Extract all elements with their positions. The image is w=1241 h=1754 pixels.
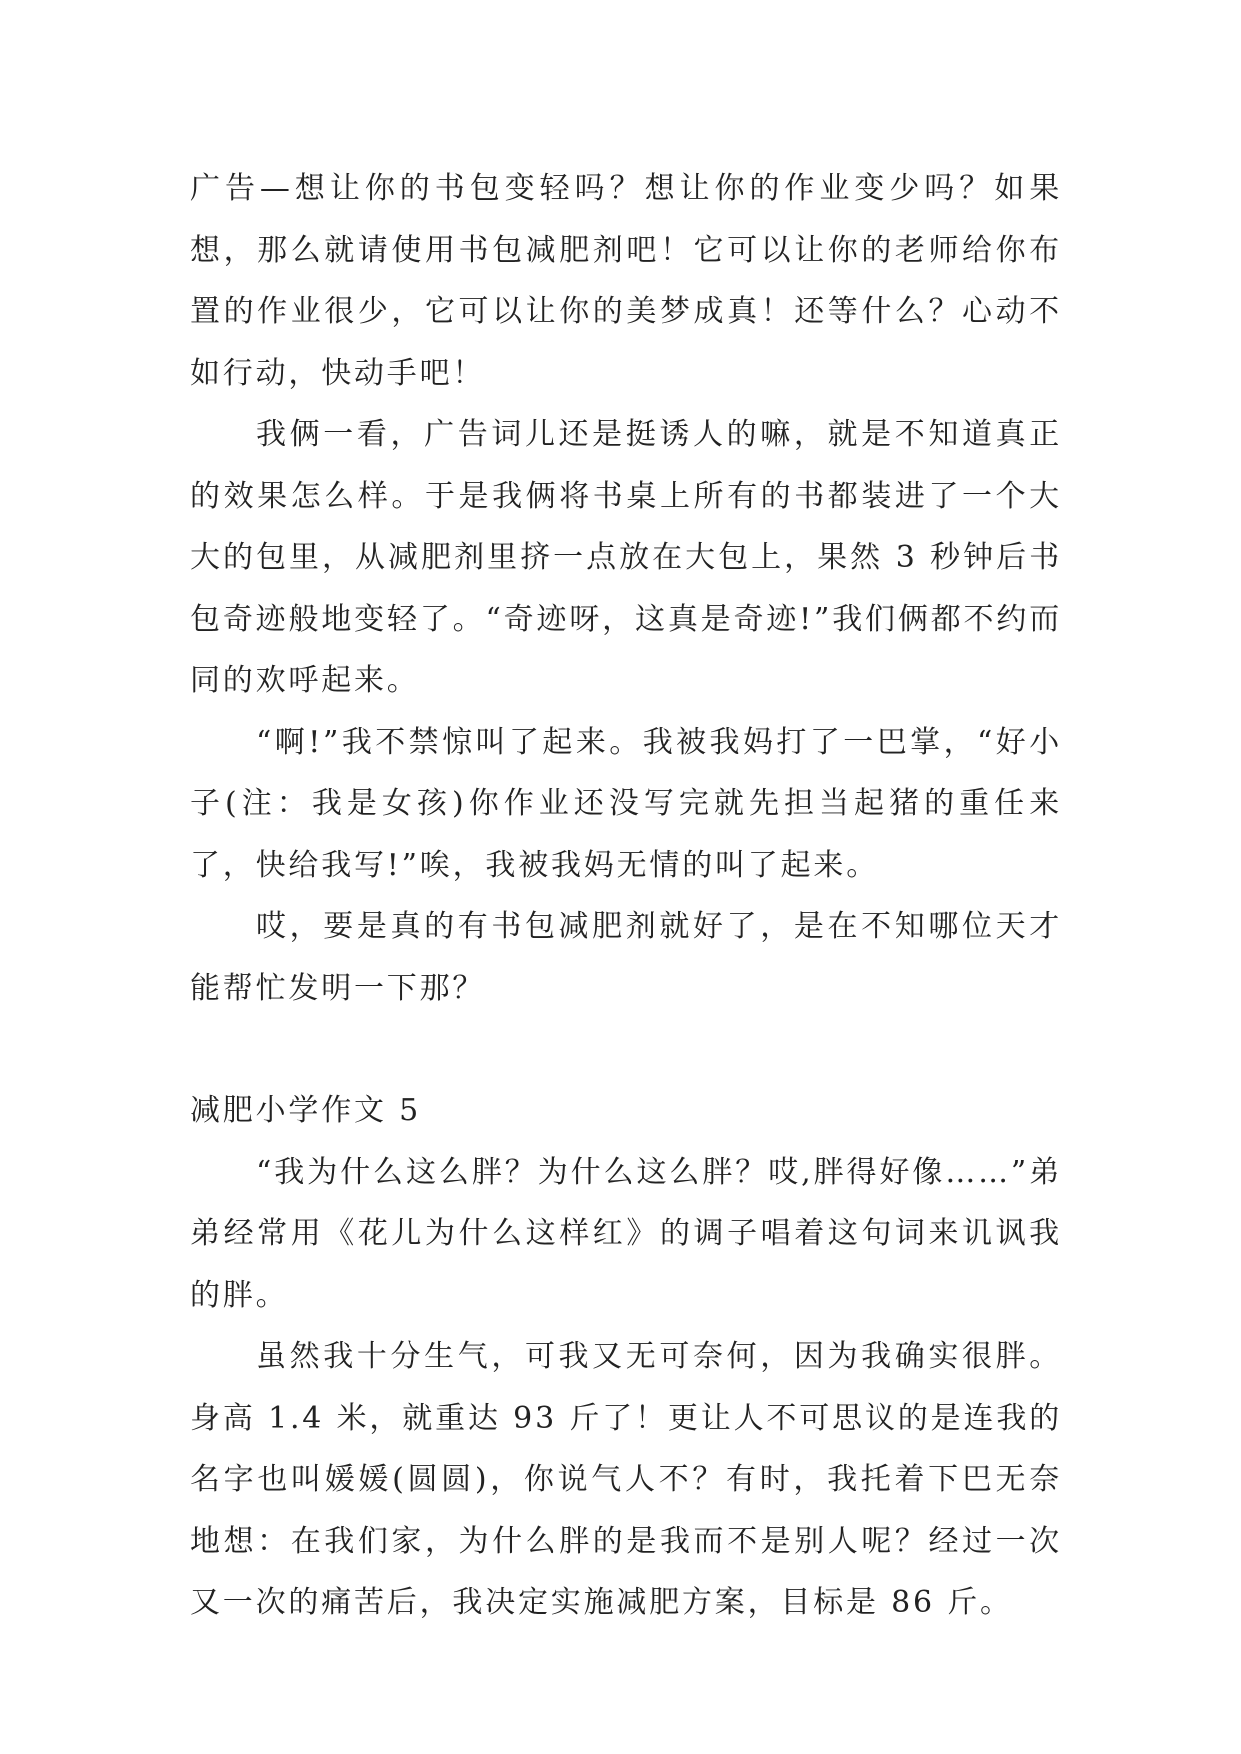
- section-spacer: [190, 1019, 1062, 1080]
- paragraph-brother-song: “我为什么这么胖？为什么这么胖？哎,胖得好像……”弟弟经常用《花儿为什么这样红》的调子唱着这句词来讥讽我的胖。: [190, 1154, 1062, 1313]
- paragraph-trying-product: 我俩一看，广告词儿还是挺诱人的嘛，就是不知道真正的效果怎么样。于是我俩将书桌上所有的书都装进了一个大大的包里，从减肥剂里挤一点放在大包上，果然 3 秒钟后书包奇迹般地变轻了。“奇迹呀，这真是奇迹!”我们俩都不约而同的欢呼起来。: [190, 417, 1062, 698]
- paragraph-weight-plan: 虽然我十分生气，可我又无可奈何，因为我确实很胖。身高 1.4 米，就重达 93 斤了！更让人不可思议的是连我的名字也叫媛媛(圆圆)，你说气人不？有时，我托着下巴无奈地想：在我们家，为什么胖的是我而不是别人呢？经过一次又一次的痛苦后，我决定实施减肥方案，目标是 86 斤。: [190, 1339, 1062, 1620]
- section-title: 减肥小学作文 5: [190, 1093, 422, 1128]
- paragraph-waking-up: “啊!”我不禁惊叫了起来。我被我妈打了一巴掌，“好小子(注：我是女孩)你作业还没写完就先担当起猪的重任来了，快给我写!”唉，我被我妈无情的叫了起来。: [190, 724, 1062, 883]
- paragraph-advertisement: 广告—想让你的书包变轻吗？想让你的作业变少吗？如果想，那么就请使用书包减肥剂吧！它可以让你的老师给你布置的作业很少，它可以让你的美梦成真！还等什么？心动不如行动，快动手吧！: [190, 171, 1062, 391]
- paragraph-wish: 哎，要是真的有书包减肥剂就好了，是在不知哪位天才能帮忙发明一下那？: [190, 909, 1062, 1006]
- document-body: [190, 158, 1062, 1634]
